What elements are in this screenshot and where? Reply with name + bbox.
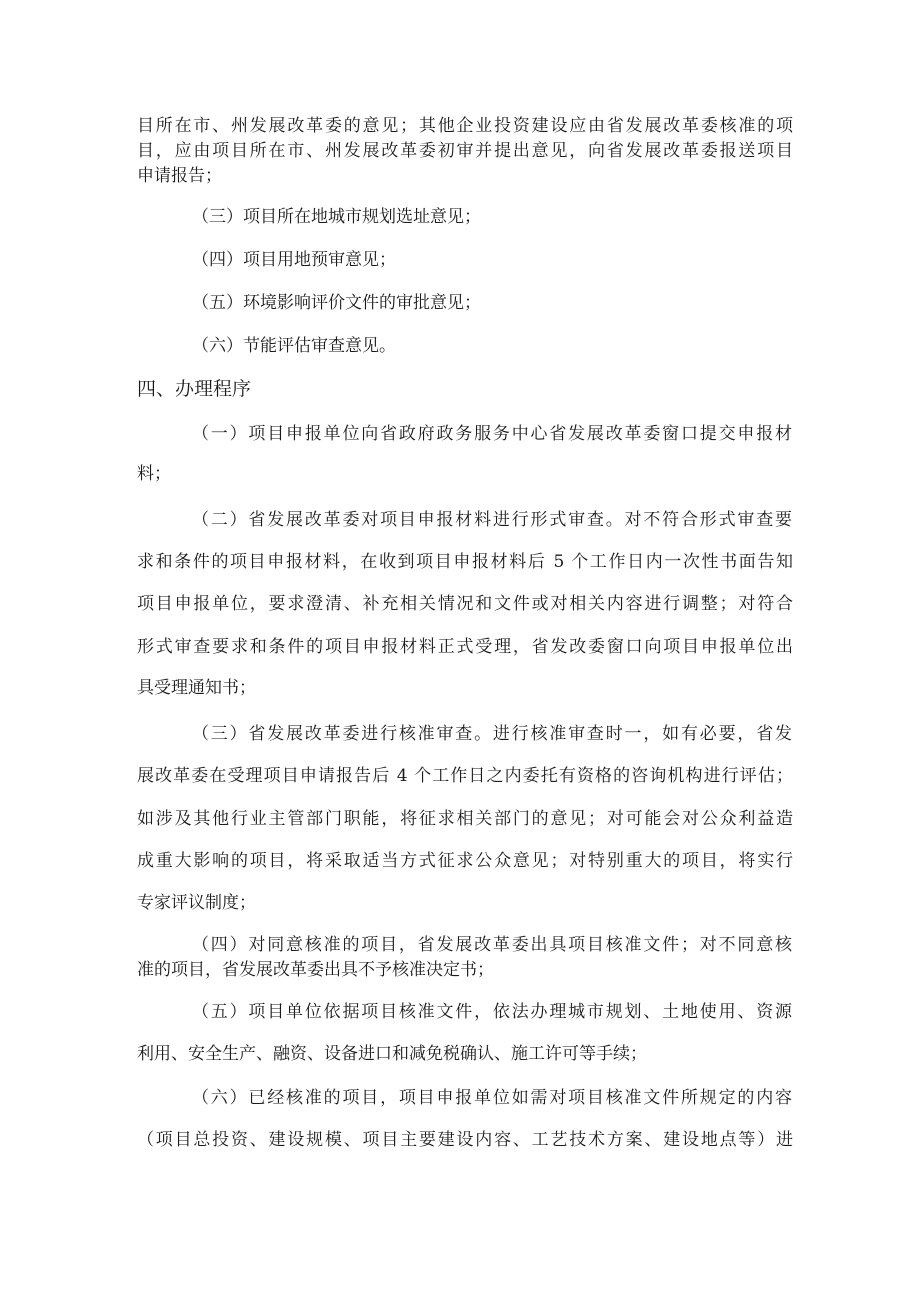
text-line: 申请报告； — [137, 166, 222, 186]
text-line: （二）省发展改革委对项目申报材料进行形式审查。对不符合形式审查要 — [192, 510, 792, 530]
list-item: （六）节能评估审查意见。 — [192, 336, 396, 356]
list-item: （四）项目用地预审意见； — [192, 250, 396, 270]
text-line: （五）项目单位依据项目核准文件，依法办理城市规划、土地使用、资源 — [192, 1002, 792, 1022]
text-line: 展改革委在受理项目申请报告后 4 个工作日之内委托有资格的咨询机构进行评估； — [137, 766, 793, 786]
list-item: （三）项目所在地城市规划选址意见； — [192, 207, 481, 227]
text-line: 目，应由项目所在市、州发展改革委初审并提出意见，向省发展改革委报送项目 — [137, 141, 793, 161]
text-line: 料； — [137, 464, 171, 484]
text-line: 形式审查要求和条件的项目申报材料正式受理，省发改委窗口向项目申报单位出 — [137, 637, 793, 657]
text-line: 如涉及其他行业主管部门职能，将征求相关部门的意见；对可能会对公众利益造 — [137, 809, 793, 829]
text-line: 目所在市、州发展改革委的意见；其他企业投资建设应由省发展改革委核准的项 — [137, 116, 793, 136]
text-line: 具受理通知书； — [137, 678, 256, 698]
text-line: 项目申报单位，要求澄清、补充相关情况和文件或对相关内容进行调整；对符合 — [137, 594, 793, 614]
text-line: 利用、安全生产、融资、设备进口和减免税确认、施工许可等手续； — [137, 1044, 647, 1064]
text-line: （三）省发展改革委进行核准审查。进行核准审查时一，如有必要，省发 — [192, 724, 792, 744]
text-line: （一）项目申报单位向省政府政务服务中心省发展改革委窗口提交申报材 — [192, 424, 792, 444]
text-line: （四）对同意核准的项目，省发展改革委出具项目核准文件；对不同意核 — [192, 935, 792, 955]
list-item: （五）环境影响评价文件的审批意见； — [192, 293, 481, 313]
text-line: 求和条件的项目申报材料，在收到项目申报材料后 5 个工作日内一次性书面告知 — [137, 552, 793, 572]
section-heading: 四、办理程序 — [137, 378, 252, 400]
text-line: （项目总投资、建设规模、项目主要建设内容、工艺技术方案、建设地点等）进 — [137, 1130, 793, 1150]
text-line: （六）已经核准的项目，项目申报单位如需对项目核准文件所规定的内容 — [192, 1088, 792, 1108]
text-line: 准的项目，省发展改革委出具不予核准决定书； — [137, 960, 494, 980]
text-line: 专家评议制度； — [137, 893, 256, 913]
text-line: 成重大影响的项目，将采取适当方式征求公众意见；对特别重大的项目，将实行 — [137, 851, 793, 871]
